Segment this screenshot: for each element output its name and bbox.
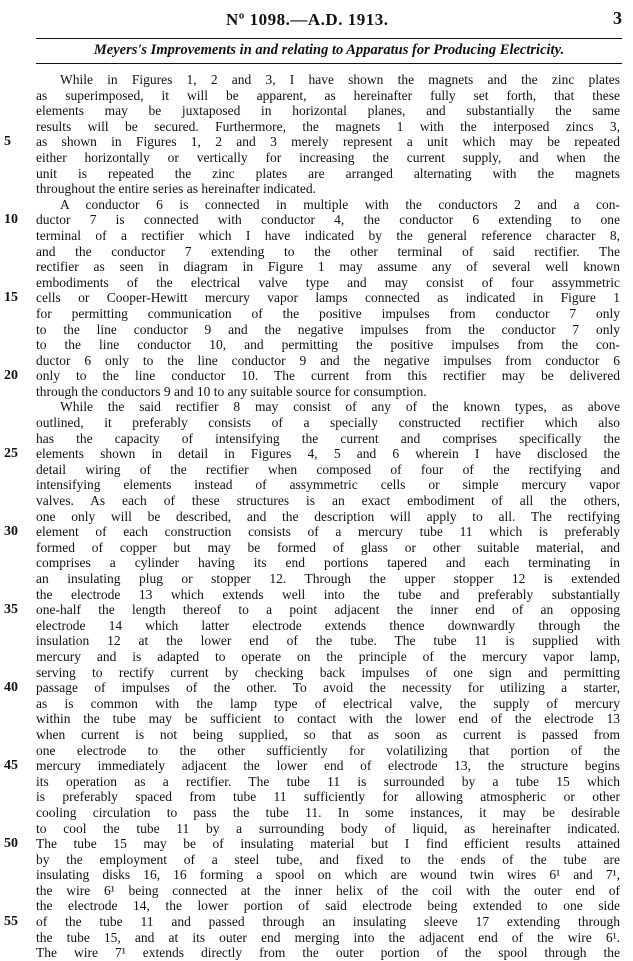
text-line: within the tube may be sufficient to contact with the lower end of the electrode 13 <box>36 711 620 727</box>
text-line: one electrode to the other sufficiently for volatilizing that portion of the <box>36 742 620 758</box>
text-line: to the line conductor 10, and permitting the positive impulses from the con- <box>36 337 620 353</box>
text-line: by the employment of a steel tube, and fixed to the ends of the tube are <box>36 851 620 867</box>
patent-number: Nº 1098.—A.D. 1913. <box>226 10 389 29</box>
text-line: its operation as a rectifier. The tube 11 is surrounded by a tube 15 which <box>36 773 620 789</box>
page-header <box>36 8 622 32</box>
text-line: the electrode 14, the lower portion of said electrode being extended to one side <box>36 898 620 914</box>
text-line: formed of copper but may be formed of glass or other suitable material, and <box>36 539 620 555</box>
text-line: ductor 6 only to the line conductor 9 and the negative impulses from conductor 6 <box>36 352 620 368</box>
text-line: serving to rectify current by checking back impulses of one sign and permitting <box>36 664 620 680</box>
text-line: intensifying elements instead of assymmetric cells or simple mercury vapor <box>36 477 620 493</box>
text-line: insulation 12 at the lower end of the tube. The tube 11 is supplied with <box>36 633 620 649</box>
text-line: elements may be juxtaposed in horizontal planes, and substantially the same <box>36 103 620 119</box>
margin-line-number: 35 <box>4 602 18 618</box>
text-line: either horizontally or vertically for increasing the current supply, and when the <box>36 149 620 165</box>
text-line: one-half the length thereof to a point adjacent the inner end of an opposing <box>36 602 620 618</box>
text-line: only to the line conductor 10. The current from this rectifier may be delivered <box>36 368 620 384</box>
text-line: for permitting communication of the positive impulses from conductor 7 only <box>36 305 620 321</box>
text-line: mercury immediately adjacent the lower end of electrode 13, the structure begins <box>36 758 620 774</box>
header-rule-bottom <box>36 63 622 64</box>
margin-line-number: 15 <box>4 290 18 306</box>
text-line: A conductor 6 is connected in multiple with the conductors 2 and a con- <box>60 196 620 212</box>
text-line: is preferably spaced from tube 11 sufficiently for allowing atmospheric or other <box>36 789 620 805</box>
text-line: the tube 15, and at its outer end merging into the adjacent end of the wire 6¹. <box>36 929 620 945</box>
text-line: electrode 14 which latter electrode extends thence downwardly through the <box>36 617 620 633</box>
text-line: and the conductor 7 extending to the other terminal of said rectifier. The <box>36 243 620 259</box>
text-line: valves. As each of these structures is an exact embodiment of all the others, <box>36 493 620 509</box>
text-line: unit is repeated the zinc plates are arranged alternating with the magnets <box>36 165 620 181</box>
text-line: The tube 15 may be of insulating material but I find efficient results attained <box>36 836 620 852</box>
text-line: has the capacity of intensifying the current and comprises specifically the <box>36 430 620 446</box>
running-title: Meyers's Improvements in and relating to Apparatus for Producing Electricity. <box>93 42 565 58</box>
text-line: the wire 6¹ being connected at the inner helix of the coil with the outer end of <box>36 882 620 898</box>
text-line: passage of impulses of the other. To avoid the necessity for utilizing a starter, <box>36 680 620 696</box>
text-line: when current is not being supplied, so that as soon as current is passed from <box>36 726 620 742</box>
margin-line-number: 10 <box>4 212 18 228</box>
text-line: results will be secured. Furthermore, the magnets 1 with the interposed zincs 3, <box>36 118 620 134</box>
text-line: While in Figures 1, 2 and 3, I have shown the magnets and the zinc plates <box>60 72 620 87</box>
text-line: The wire 7¹ extends directly from the outer portion of the spool through the <box>36 945 620 961</box>
margin-line-number: 5 <box>4 134 11 150</box>
text-line: cooling circulation to pass the tube 11. In some instances, it may be desirable <box>36 804 620 820</box>
text-line: element of each construction consists of a mercury tube 11 which is preferably <box>36 524 620 540</box>
text-line: comprises a cylinder having its end portions tapered and each terminating in <box>36 555 620 571</box>
margin-line-number: 20 <box>4 368 18 384</box>
text-line: detail wiring of the rectifier when composed of four of the rectifying and <box>36 461 620 477</box>
text-line: elements shown in detail in Figures 4, 5 and 6 wherein I have disclosed the <box>36 446 620 462</box>
text-line: of the tube 11 and passed through an insulating sleeve 17 extending through <box>36 914 620 930</box>
text-line: as superimposed, it will be apparent, as hereinafter fully set forth, that these <box>36 87 620 103</box>
text-line: to the line conductor 9 and the negative impulses from the conductor 7 only <box>36 321 620 337</box>
text-line: cells or Cooper-Hewitt mercury vapor lamps connected as indicated in Figure 1 <box>36 290 620 306</box>
text-line: throughout the entire series as hereinafter indicated. <box>36 181 317 197</box>
margin-line-number: 25 <box>4 446 18 462</box>
text-line: mercury and is adapted to operate on the principle of the mercury vapor lamp, <box>36 648 620 664</box>
text-line: one only will be described, and the description will apply to all. The rectifying <box>36 508 620 524</box>
margin-line-number: 55 <box>4 914 18 930</box>
text-line: While the said rectifier 8 may consist of any of the known types, as above <box>60 399 620 415</box>
margin-line-number: 45 <box>4 758 18 774</box>
text-line: the electrode 13 which extends well into the tube and preferably substantially <box>36 586 620 602</box>
body-text <box>36 72 620 961</box>
text-line: rectifier as seen in diagram in Figure 1 may assume any of several well known <box>36 259 620 275</box>
text-line: as is common with the lamp type of electrical valve, the supply of mercury <box>36 695 620 711</box>
header-rule-top <box>36 38 622 39</box>
text-line: insulating disks 16, 16 forming a spool on which are wound twin wires 6¹ and 7¹, <box>36 867 620 883</box>
text-line: to cool the tube 11 by a surrounding body of liquid, as hereinafter indicated. <box>36 820 620 836</box>
text-line: through the conductors 9 and 10 to any suitable source for consumption. <box>36 383 427 399</box>
text-line: as shown in Figures 1, 2 and 3 merely represent a unit which may be repeated <box>36 134 620 150</box>
margin-line-number: 30 <box>4 524 18 540</box>
margin-line-number: 50 <box>4 836 18 852</box>
text-line: terminal of a rectifier which I have indicated by the general reference character 8, <box>36 227 620 243</box>
margin-line-number: 40 <box>4 680 18 696</box>
text-line: embodiments of the electrical valve type and may consist of four assymmetric <box>36 274 620 290</box>
text-line: outlined, it preferably consists of a specially constructed rectifier which also <box>36 415 620 431</box>
page-number: 3 <box>613 8 622 28</box>
text-line: ductor 7 is connected with conductor 4, the conductor 6 extending to one <box>36 212 620 228</box>
text-line: an insulating plug or stopper 12. Through the upper stopper 12 is extended <box>36 571 620 586</box>
